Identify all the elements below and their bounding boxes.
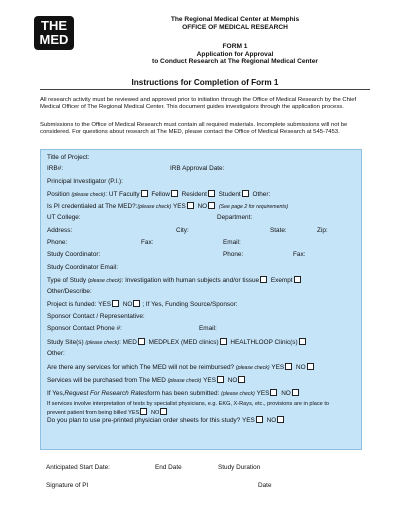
ut-college-label: UT College: <box>47 214 81 221</box>
position-label: Position <box>47 191 70 198</box>
purchased-please-check: (please check) <box>167 378 202 384</box>
preprinted-row <box>47 416 359 424</box>
not-reimbursed-row <box>47 363 359 371</box>
credentialed-please-check: (please check) <box>137 204 172 210</box>
office-name: OFFICE OF MEDICAL RESEARCH <box>182 23 288 31</box>
study-sites-row: Study Site(s) (please check): MED MEDPLEX (MED clinics) HEALTHLOOP Clinic(s) <box>47 338 359 346</box>
college-row <box>47 214 359 221</box>
see-page2-note: (See page 2 for requirements) <box>218 204 289 210</box>
research-rates-row <box>47 389 359 397</box>
rates-yes-label: YES <box>256 390 270 397</box>
coordinator-fax-label: Fax: <box>293 251 306 258</box>
reimbursed-no-label: NO <box>295 364 306 371</box>
pi-label: Principal Investigator (P.I.): <box>47 178 123 185</box>
interpretation-question: If services involve interpretation of tests by specialist physicians, e.g. EKG, X-Rays, etc., provisions are in place to prevent patient from being billed <box>47 401 329 416</box>
exempt-checkbox[interactable] <box>294 276 301 283</box>
other-describe-label: Other/Describe: <box>47 288 92 295</box>
med-site-label: MED <box>122 339 137 346</box>
sponsor-phone-row <box>47 325 359 332</box>
funded-yes-checkbox[interactable] <box>112 300 119 307</box>
investigation-label: Investigation with human subjects and/or tissue <box>125 277 260 284</box>
preprinted-yes-label: YES <box>242 417 255 424</box>
other-describe-row <box>47 288 359 295</box>
purchased-no-checkbox[interactable] <box>238 376 245 383</box>
rates-prefix: If Yes, <box>47 390 65 397</box>
rates-suffix: form has been submitted: <box>147 390 220 397</box>
end-date-label: End Date <box>155 464 182 471</box>
intro-paragraph: All research activity must be reviewed and approved prior to initiation through the Office of Medical Research by the Chief Medical Officer of The Regional Medical Center. This document guides investigators through the application process. <box>40 97 357 110</box>
reimbursed-yes-label: YES <box>271 364 285 371</box>
healthloop-site-checkbox[interactable] <box>299 338 306 345</box>
logo-line1: THE <box>41 18 67 33</box>
project-title-label: Title of Project: <box>47 154 90 161</box>
application-line1: Application for Approval <box>196 50 274 58</box>
credentialed-row <box>47 202 359 210</box>
coordinator-email-row <box>47 264 359 271</box>
address-row <box>47 227 359 234</box>
irb-date-label: IRB Approval Date: <box>170 165 225 172</box>
sites-other-label: Other: <box>47 350 65 357</box>
type-of-study-row: Type of Study (please check): Investigation with human subjects and/or tissue Exempt <box>47 276 359 284</box>
instructions-title: Instructions for Completion of Form 1 <box>131 78 279 87</box>
reimbursed-please-check: (please check) <box>235 365 270 371</box>
type-of-study-label: Type of Study <box>47 277 87 284</box>
interp-no-label: NO <box>150 409 160 416</box>
rates-please-check: (please check) <box>221 391 255 397</box>
logo-line2: MED <box>39 32 69 47</box>
medplex-site-label: MEDPLEX (MED clinics) <box>148 339 219 346</box>
rates-yes-checkbox[interactable] <box>270 389 277 396</box>
credentialed-no-checkbox[interactable] <box>208 202 215 209</box>
interp-yes-checkbox[interactable] <box>140 408 147 415</box>
email-label: Email: <box>223 239 241 246</box>
fax-label: Fax: <box>141 239 154 246</box>
interp-no-checkbox[interactable] <box>160 408 167 415</box>
department-label: Department: <box>217 214 253 221</box>
sponsor-contact-row <box>47 313 359 320</box>
start-date-label: Anticipated Start Date: <box>46 464 110 471</box>
position-row: Position (please check): UT Faculty Fellow Resident Student Other: <box>47 191 271 198</box>
rates-no-checkbox[interactable] <box>292 389 299 396</box>
form-1-fields-panel <box>40 149 362 450</box>
state-label: State: <box>270 227 287 234</box>
position-please-check: (please check) <box>71 192 106 198</box>
resident-label: Resident <box>181 191 207 198</box>
resident-checkbox[interactable] <box>208 190 215 197</box>
study-coordinator-row <box>47 251 359 258</box>
funding-source-label: If Yes, Funding Source/Sponsor: <box>145 301 238 308</box>
funded-no-label: NO <box>122 301 133 308</box>
phone-label: Phone: <box>47 239 68 246</box>
study-sites-label: Study Site(s) <box>47 339 84 346</box>
purchased-row <box>47 376 359 384</box>
form-number: FORM 1 <box>222 43 248 50</box>
irb-number-label: IRB#: <box>47 165 63 172</box>
study-duration-label: Study Duration <box>218 464 261 471</box>
phone-row <box>47 239 359 246</box>
zip-label: Zip: <box>317 227 328 234</box>
sites-please-check: (please check) <box>85 340 120 346</box>
sponsor-contact-label: Sponsor Contact / Representative: <box>47 313 145 320</box>
interpretation-row <box>47 401 347 416</box>
the-med-logo <box>34 16 74 50</box>
funded-yes-label: YES <box>98 301 111 308</box>
student-checkbox[interactable] <box>242 190 249 197</box>
preprinted-no-label: NO <box>266 417 277 424</box>
fellow-label: Fellow <box>151 191 170 198</box>
exempt-label: Exempt <box>270 277 293 284</box>
application-line2: to Conduct Research at The Regional Medical Center <box>152 58 318 66</box>
reimbursed-no-checkbox[interactable] <box>307 363 314 370</box>
purchased-yes-label: YES <box>203 377 216 384</box>
preprinted-no-checkbox[interactable] <box>277 416 284 423</box>
study-coordinator-label: Study Coordinator: <box>47 251 101 258</box>
title-divider <box>40 89 370 90</box>
org-name: The Regional Medical Center at Memphis <box>170 16 300 23</box>
coordinator-email-label: Study Coordinator Email: <box>47 264 119 271</box>
header-org-block <box>90 16 380 31</box>
funded-row: Project is funded: YES NO ; If Yes, Funding Source/Sponsor: <box>47 301 238 308</box>
reimbursed-yes-checkbox[interactable] <box>285 363 292 370</box>
student-label: Student <box>218 191 241 198</box>
interp-yes-label: YES <box>128 409 140 416</box>
sites-other-row <box>47 350 359 357</box>
type-please-check: (please check) <box>87 278 122 284</box>
credentialed-yes-label: YES <box>172 203 186 210</box>
purchased-yes-checkbox[interactable] <box>217 376 224 383</box>
submission-paragraph: Submissions to the Office of Medical Research must contain all required materials. Incomplete submissions will not be considered. For questions about research at The MED, please contact the Office of Medical Research at 545-7453. <box>40 122 348 135</box>
ut-faculty-checkbox[interactable] <box>141 190 148 197</box>
ut-faculty-label: UT Faculty <box>108 191 140 198</box>
coordinator-phone-label: Phone: <box>223 251 244 258</box>
research-rates-form-name: Request For Research Rates <box>64 390 148 397</box>
funded-no-checkbox[interactable] <box>133 300 140 307</box>
date-label: Date <box>258 482 272 489</box>
project-title-row <box>47 154 359 161</box>
funded-label: Project is funded: <box>47 301 97 308</box>
rates-no-label: NO <box>281 390 291 397</box>
credentialed-yes-checkbox[interactable] <box>187 202 194 209</box>
preprinted-question: Do you plan to use pre-printed physician order sheets for this study? <box>47 417 241 424</box>
not-reimbursed-question: Are there any services for which The MED will not be reimbursed? <box>47 364 235 371</box>
header-form-block <box>90 43 380 66</box>
credentialed-no-label: NO <box>197 203 208 210</box>
sponsor-phone-label: Sponsor Contact Phone #: <box>47 325 122 332</box>
signature-label: Signature of PI <box>46 482 89 489</box>
investigation-checkbox[interactable] <box>260 276 267 283</box>
pi-row <box>47 178 359 185</box>
city-label: City: <box>176 227 189 234</box>
preprinted-yes-checkbox[interactable] <box>256 416 263 423</box>
purchased-no-label: NO <box>227 377 238 384</box>
sponsor-email-label: Email: <box>199 325 217 332</box>
med-site-checkbox[interactable] <box>138 338 145 345</box>
purchased-question: Services will be purchased from The MED <box>47 377 166 384</box>
medplex-site-checkbox[interactable] <box>220 338 227 345</box>
address-label: Address: <box>47 227 73 234</box>
fellow-checkbox[interactable] <box>171 190 178 197</box>
irb-row <box>47 165 359 172</box>
position-other-label: Other: <box>252 191 271 198</box>
credentialed-label: Is PI credentialed at The MED?: <box>47 203 138 210</box>
healthloop-site-label: HEALTHLOOP Clinic(s) <box>230 339 298 346</box>
